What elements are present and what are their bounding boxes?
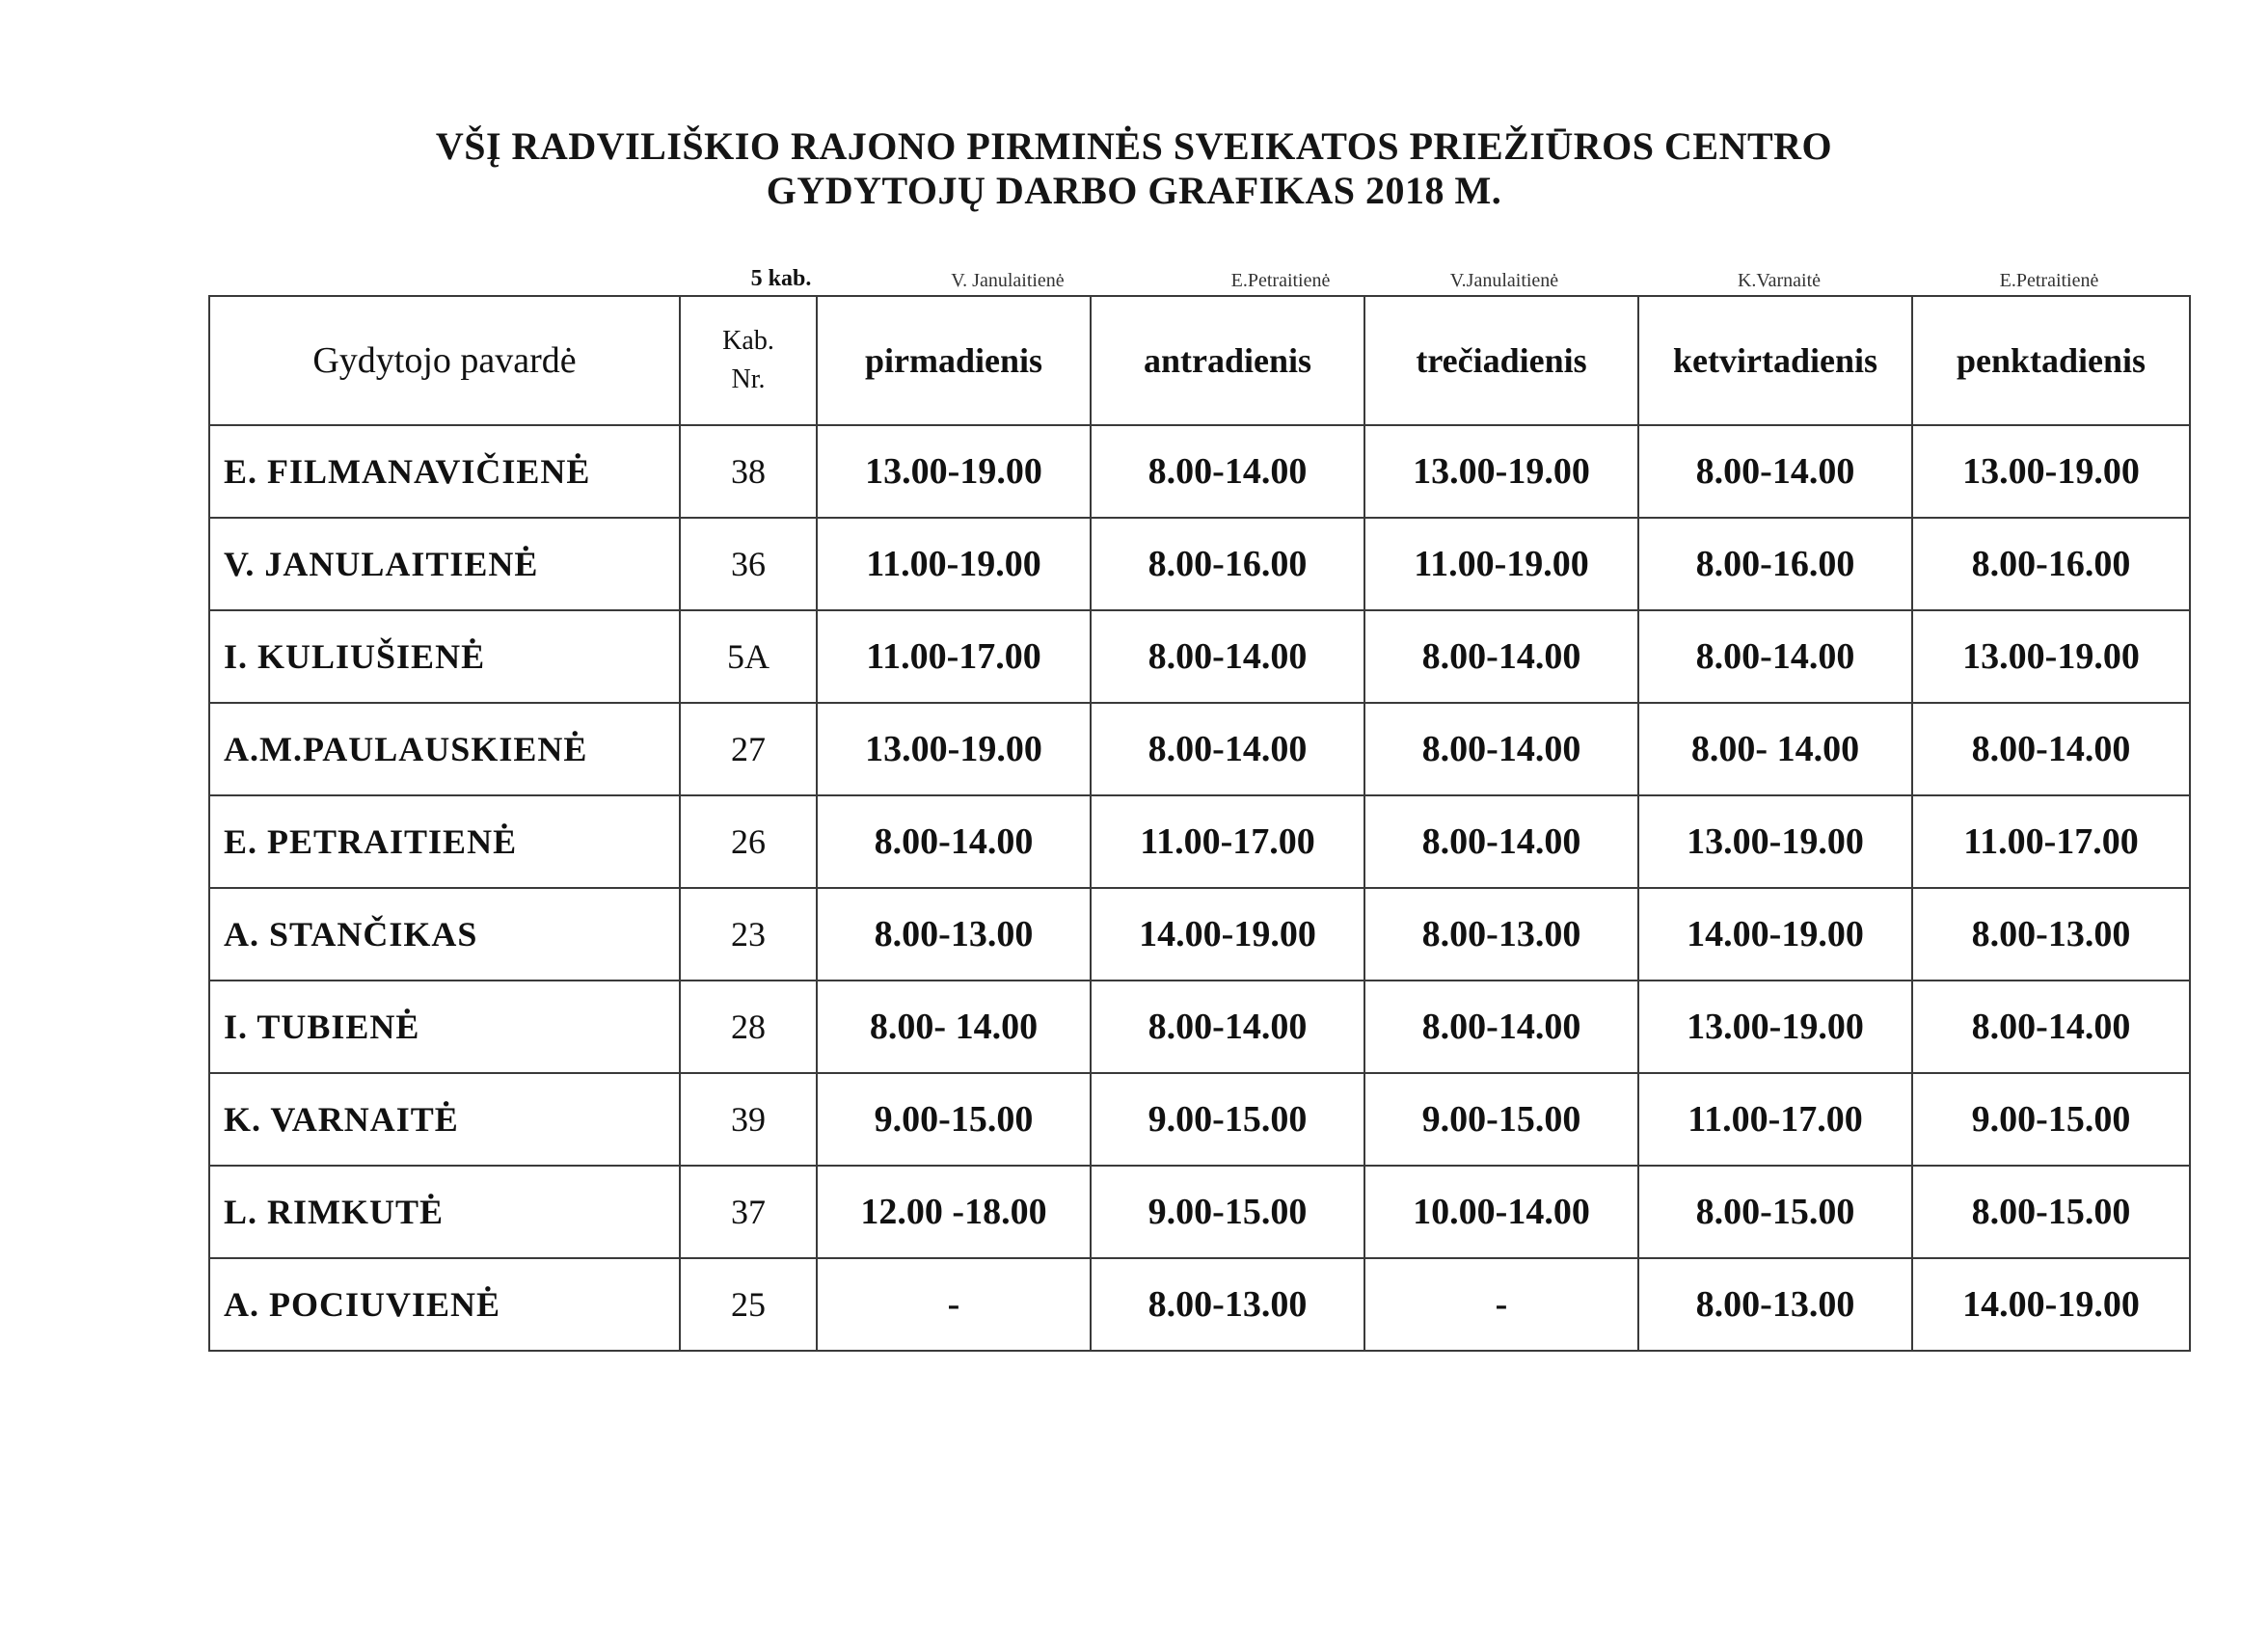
doctor-name-cell: E. PETRAITIENĖ [209,795,680,888]
hours-cell: 13.00-19.00 [1912,610,2190,703]
table-row [209,703,2190,795]
hours-cell: 8.00-14.00 [1091,981,1364,1073]
room-number-cell: 26 [680,795,817,888]
room-number-cell: 39 [680,1073,817,1166]
document-title-line-1: VŠĮ RADVILIŠKIO RAJONO PIRMINĖS SVEIKATOS PRIEŽIŪROS CENTRO [435,124,1833,168]
hours-cell: 8.00-15.00 [1638,1166,1912,1258]
doctor-name-cell: A. STANČIKAS [209,888,680,981]
doctor-name-cell: A. POCIUVIENĖ [209,1258,680,1351]
hours-cell: 8.00- 14.00 [817,981,1091,1073]
room-number-cell: 38 [680,425,817,518]
room-number-cell: 28 [680,981,817,1073]
hours-cell: 14.00-19.00 [1638,888,1912,981]
hours-cell: 8.00-14.00 [1091,610,1364,703]
doctor-name-cell: K. VARNAITĖ [209,1073,680,1166]
hours-cell: 8.00- 14.00 [1638,703,1912,795]
hours-cell: 8.00-14.00 [1912,981,2190,1073]
table-row [209,518,2190,610]
note-antradienis: E.Petraitienė [1230,270,1331,291]
hours-cell: 8.00-16.00 [1091,518,1364,610]
table-header [209,296,2190,425]
hours-cell: 8.00-14.00 [1091,703,1364,795]
hours-cell: 13.00-19.00 [1638,795,1912,888]
hours-cell: 8.00-13.00 [1091,1258,1364,1351]
table-row [209,888,2190,981]
hours-cell: 11.00-17.00 [1638,1073,1912,1166]
hours-cell: 9.00-15.00 [1091,1166,1364,1258]
room-number-cell: 25 [680,1258,817,1351]
hours-cell: - [817,1258,1091,1351]
table-row [209,1073,2190,1166]
hours-cell: 8.00-14.00 [1364,703,1638,795]
table-row [209,425,2190,518]
hours-cell: 8.00-14.00 [1364,981,1638,1073]
hours-cell: 8.00-14.00 [1091,425,1364,518]
hours-cell: 13.00-19.00 [1912,425,2190,518]
hours-cell: 8.00-14.00 [1912,703,2190,795]
doctor-name-cell: I. TUBIENĖ [209,981,680,1073]
room-number-cell: 5A [680,610,817,703]
header-room-line-1: Kab. [722,326,774,356]
note-ketvirtadienis: K.Varnaitė [1737,270,1822,291]
document-title-line-2: GYDYTOJŲ DARBO GRAFIKAS 2018 M. [766,169,1502,212]
hours-cell: 8.00-13.00 [1638,1258,1912,1351]
header-row [209,296,2190,425]
table-row [209,981,2190,1073]
hours-cell: 14.00-19.00 [1912,1258,2190,1351]
note-treciadienis: V.Janulaitienė [1449,270,1559,291]
hours-cell: 8.00-13.00 [1364,888,1638,981]
hours-cell: 8.00-15.00 [1912,1166,2190,1258]
hours-cell: 13.00-19.00 [817,703,1091,795]
schedule-table [208,295,2191,1352]
hours-cell: 8.00-13.00 [1912,888,2190,981]
header-doctor-name: Gydytojo pavardė [209,296,680,425]
hours-cell: 8.00-14.00 [817,795,1091,888]
table-row [209,610,2190,703]
note-kab: 5 kab. [750,266,812,291]
hours-cell: 8.00-14.00 [1638,610,1912,703]
header-room-number [680,296,817,425]
hours-cell: 9.00-15.00 [817,1073,1091,1166]
hours-cell: - [1364,1258,1638,1351]
hours-cell: 8.00-14.00 [1638,425,1912,518]
hours-cell: 11.00-19.00 [1364,518,1638,610]
note-pirmadienis: V. Janulaitienė [951,270,1065,291]
hours-cell: 8.00-13.00 [817,888,1091,981]
header-day-2: antradienis [1091,296,1364,425]
room-number-cell: 36 [680,518,817,610]
hours-cell: 13.00-19.00 [1638,981,1912,1073]
doctor-name-cell: V. JANULAITIENĖ [209,518,680,610]
doctor-name-cell: A.M.PAULAUSKIENĖ [209,703,680,795]
table-body [209,425,2190,1351]
hours-cell: 13.00-19.00 [817,425,1091,518]
hours-cell: 11.00-17.00 [1912,795,2190,888]
room-number-cell: 37 [680,1166,817,1258]
hours-cell: 9.00-15.00 [1364,1073,1638,1166]
hours-cell: 14.00-19.00 [1091,888,1364,981]
note-penktadienis: E.Petraitienė [1999,270,2099,291]
header-day-1: pirmadienis [817,296,1091,425]
header-day-3: trečiadienis [1364,296,1638,425]
hours-cell: 8.00-16.00 [1638,518,1912,610]
header-day-5: penktadienis [1912,296,2190,425]
hours-cell: 9.00-15.00 [1091,1073,1364,1166]
room-number-cell: 27 [680,703,817,795]
hours-cell: 11.00-17.00 [1091,795,1364,888]
doctor-name-cell: I. KULIUŠIENĖ [209,610,680,703]
table-row [209,1166,2190,1258]
hours-cell: 11.00-19.00 [817,518,1091,610]
doctor-name-cell: E. FILMANAVIČIENĖ [209,425,680,518]
hours-cell: 8.00-14.00 [1364,610,1638,703]
hours-cell: 10.00-14.00 [1364,1166,1638,1258]
hours-cell: 13.00-19.00 [1364,425,1638,518]
hours-cell: 8.00-16.00 [1912,518,2190,610]
hours-cell: 9.00-15.00 [1912,1073,2190,1166]
room-number-cell: 23 [680,888,817,981]
header-room-line-2: Nr. [731,364,766,394]
table-row [209,795,2190,888]
doctor-name-cell: L. RIMKUTĖ [209,1166,680,1258]
hours-cell: 12.00 -18.00 [817,1166,1091,1258]
header-day-4: ketvirtadienis [1638,296,1912,425]
hours-cell: 8.00-14.00 [1364,795,1638,888]
table-row [209,1258,2190,1351]
hours-cell: 11.00-17.00 [817,610,1091,703]
